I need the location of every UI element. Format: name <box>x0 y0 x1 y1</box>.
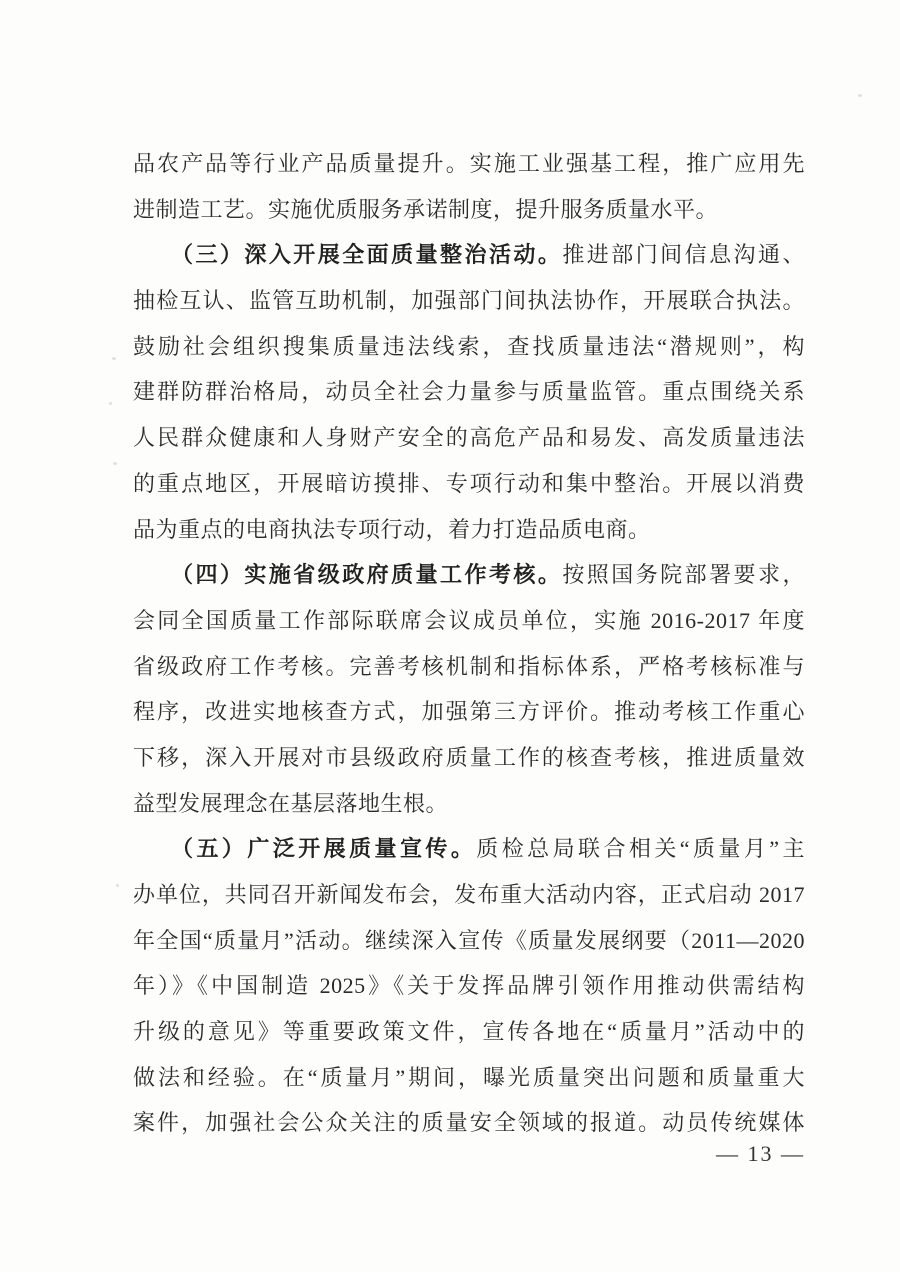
page-number: — 13 — <box>716 1141 805 1166</box>
text-line <box>133 415 805 461</box>
paragraph-heading: （三）深入开展全面质量整治活动。 <box>171 242 563 268</box>
text-line <box>133 644 805 690</box>
paragraph-text: 办单位，共同召开新闻发布会，发布重大活动内容，正式启动 2017 <box>133 882 805 907</box>
text-line <box>133 826 805 872</box>
scan-speck <box>112 357 116 360</box>
paragraph-text: 益型发展理念在基层落地生根。 <box>133 790 449 816</box>
text-line <box>133 735 805 781</box>
paragraph-text: 人民群众健康和人身财产安全的高危产品和易发、高发质量违法 <box>133 425 805 451</box>
paragraph-text: 建群防群治格局，动员全社会力量参与质量监管。重点围绕关系 <box>133 379 805 405</box>
text-block <box>133 141 805 1146</box>
text-line <box>133 187 805 233</box>
scan-speck <box>113 462 117 465</box>
text-line <box>133 781 805 827</box>
paragraph-text: 升级的意见》等重要政策文件，宣传各地在“质量月”活动中的 <box>133 1019 805 1045</box>
paragraph-text: 年）》《中国制造 2025》《关于发挥品牌引领作用推动供需结构 <box>133 973 805 999</box>
paragraph-text: 进制造工艺。实施优质服务承诺制度，提升服务质量水平。 <box>133 196 719 222</box>
paragraph-heading: （五）广泛开展质量宣传。 <box>171 836 477 862</box>
scan-speck <box>858 94 862 97</box>
scan-speck <box>109 402 112 405</box>
paragraph-text: 鼓励社会组织搜集质量违法线索，查找质量违法“潜规则”，构 <box>133 333 805 359</box>
text-line <box>133 1055 805 1101</box>
paragraph-text: 省级政府工作考核。完善考核机制和指标体系，严格考核标准与 <box>133 653 805 679</box>
text-line <box>133 369 805 415</box>
paragraph-text: 会同全国质量工作部际联席会议成员单位，实施 2016-2017 年度 <box>133 607 805 633</box>
text-line <box>133 1100 805 1146</box>
paragraph-text: 年全国“质量月”活动。继续深入宣传《质量发展纲要（2011—2020 <box>133 927 805 953</box>
text-line <box>133 918 805 964</box>
text-line <box>133 461 805 507</box>
paragraph-text: 的重点地区，开展暗访摸排、专项行动和集中整治。开展以消费 <box>133 470 805 496</box>
text-line <box>133 507 805 553</box>
text-line <box>133 1009 805 1055</box>
paragraph-text: 下移，深入开展对市县级政府质量工作的核查考核，推进质量效 <box>133 744 805 770</box>
paragraph-text: 案件，加强社会公众关注的质量安全领域的报道。动员传统媒体 <box>133 1110 805 1136</box>
paragraph-text: 推进部门间信息沟通、 <box>562 242 805 268</box>
paragraph-text: 按照国务院部署要求， <box>562 562 805 588</box>
paragraph-text: 品为重点的电商执法专项行动，着力打造品质电商。 <box>133 516 651 542</box>
scan-speck <box>116 884 119 887</box>
paragraph-text: 品农产品等行业产品质量提升。实施工业强基工程，推广应用先 <box>133 151 805 176</box>
paragraph-text: 抽检互认、监管互助机制，加强部门间执法协作，开展联合执法。 <box>133 288 805 314</box>
text-line <box>133 278 805 324</box>
text-line <box>133 552 805 598</box>
text-line <box>133 689 805 735</box>
text-line <box>133 963 805 1009</box>
paragraph-heading: （四）实施省级政府质量工作考核。 <box>171 562 563 588</box>
paragraph-text: 程序，改进实地核查方式，加强第三方评价。推动考核工作重心 <box>133 699 805 725</box>
paragraph-text: 质检总局联合相关“质量月”主 <box>476 836 805 862</box>
text-line <box>133 872 805 918</box>
text-line <box>133 232 805 278</box>
text-line <box>133 598 805 644</box>
text-line <box>133 141 805 187</box>
paragraph-text: 做法和经验。在“质量月”期间，曝光质量突出问题和质量重大 <box>133 1064 805 1090</box>
text-line <box>133 324 805 370</box>
